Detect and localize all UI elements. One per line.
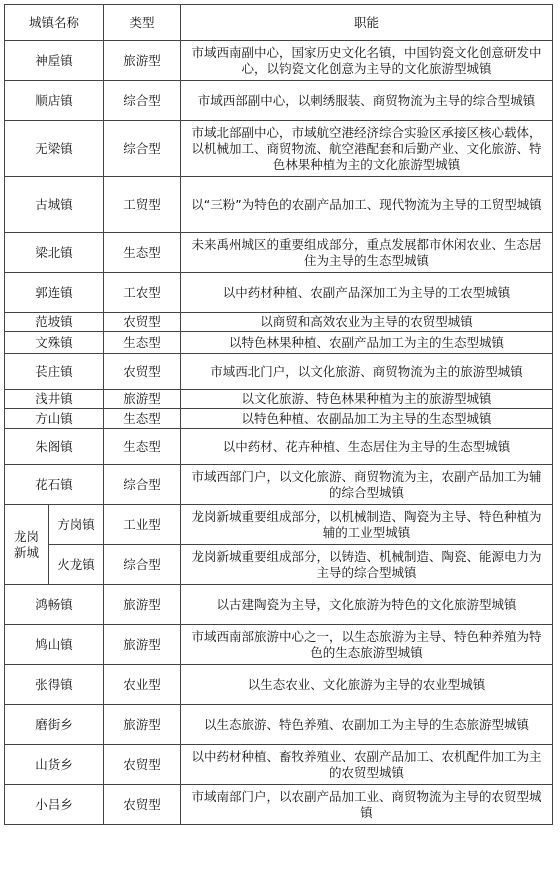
header-name: 城镇名称 <box>5 5 104 41</box>
town-name-cell: 顺店镇 <box>5 81 104 121</box>
town-function-cell: 市域西北门户，以文化旅游、商贸物流为主的旅游型城镇 <box>181 354 553 390</box>
town-type-cell: 农贸型 <box>104 313 181 332</box>
town-type-cell: 旅游型 <box>104 705 181 745</box>
town-function-cell: 市域西部副中心，以刺绣服装、商贸物流为主导的综合型城镇 <box>181 81 553 121</box>
table-row <box>5 665 553 705</box>
table-row <box>5 625 553 665</box>
town-function-cell: 市域西南部旅游中心之一，以生态旅游为主导、特色种养殖为特色的生态旅游型城镇 <box>181 625 553 665</box>
town-function-cell: 龙岗新城重要组成部分，以机械制造、陶瓷为主导、特色种植为辅的工业型城镇 <box>181 505 553 545</box>
town-name-cell: 郭连镇 <box>5 273 104 313</box>
town-function-cell: 以特色林果种植、农副产品加工为主的生态型城镇 <box>181 332 553 354</box>
town-type-cell: 综合型 <box>104 465 181 505</box>
town-name-cell: 范坡镇 <box>5 313 104 332</box>
town-type-cell: 农贸型 <box>104 354 181 390</box>
town-type-cell: 旅游型 <box>104 585 181 625</box>
town-name-cell: 朱阁镇 <box>5 429 104 465</box>
table-row <box>5 332 553 354</box>
town-function-cell: 市域北部副中心，市域航空港经济综合实验区承接区核心载体，以机械加工、商贸物流、航空港配套和后勤产业、文化旅游、特色林果种植为主的文化旅游型城镇 <box>181 121 553 177</box>
town-type-cell: 农业型 <box>104 665 181 705</box>
town-function-cell: 以“三粉”为特色的农副产品加工、现代物流为主导的工贸型城镇 <box>181 177 553 233</box>
town-function-cell: 以古建陶瓷为主导，文化旅游为特色的文化旅游型城镇 <box>181 585 553 625</box>
town-function-cell: 以文化旅游、特色林果种植为主的旅游型城镇 <box>181 390 553 409</box>
table-row <box>5 409 553 429</box>
town-function-cell: 以商贸和高效农业为主导的农贸型城镇 <box>181 313 553 332</box>
town-function-cell: 市域西南副中心，国家历史文化名镇，中国钧瓷文化创意研发中心，以钧瓷文化创意为主导的文化旅游型城镇 <box>181 41 553 81</box>
town-name-cell: 鸿畅镇 <box>5 585 104 625</box>
town-name-cell: 苌庄镇 <box>5 354 104 390</box>
town-type-cell: 综合型 <box>104 81 181 121</box>
table-row <box>5 81 553 121</box>
town-type-cell: 工农型 <box>104 273 181 313</box>
town-function-cell: 龙岗新城重要组成部分，以铸造、机械制造、陶瓷、能源电力为主导的综合型城镇 <box>181 545 553 585</box>
town-name-cell: 浅井镇 <box>5 390 104 409</box>
table-row <box>5 465 553 505</box>
town-name-cell: 无梁镇 <box>5 121 104 177</box>
town-name-cell: 山货乡 <box>5 745 104 785</box>
town-type-cell: 生态型 <box>104 332 181 354</box>
town-function-cell: 未来禹州城区的重要组成部分，重点发展都市休闲农业、生态居住为主导的生态型城镇 <box>181 233 553 273</box>
table-row <box>5 354 553 390</box>
town-type-cell: 生态型 <box>104 429 181 465</box>
table-row <box>5 390 553 409</box>
town-name-cell: 古城镇 <box>5 177 104 233</box>
town-name-cell: 鸠山镇 <box>5 625 104 665</box>
town-function-table <box>4 4 553 825</box>
town-function-cell: 以中药材、花卉种植、生态居住为主导的生态型城镇 <box>181 429 553 465</box>
town-type-cell: 工业型 <box>104 505 181 545</box>
town-type-cell: 农贸型 <box>104 785 181 825</box>
table-row <box>5 785 553 825</box>
table-row <box>5 41 553 81</box>
town-name-cell: 梁北镇 <box>5 233 104 273</box>
table-row <box>5 273 553 313</box>
town-type-cell: 生态型 <box>104 233 181 273</box>
town-function-cell: 市域西部门户，以文化旅游、商贸物流为主，农副产品加工为辅的综合型城镇 <box>181 465 553 505</box>
table-row <box>5 177 553 233</box>
group-name-cell: 龙岗新城 <box>5 505 49 585</box>
town-name-cell: 方岗镇 <box>49 505 104 545</box>
table-row <box>5 233 553 273</box>
header-function: 职能 <box>181 5 553 41</box>
town-name-cell: 磨街乡 <box>5 705 104 745</box>
town-type-cell: 综合型 <box>104 545 181 585</box>
town-name-cell: 花石镇 <box>5 465 104 505</box>
table-row <box>5 705 553 745</box>
town-function-cell: 以中药材种植、畜牧养殖业、农副产品加工、农机配件加工为主的农贸型城镇 <box>181 745 553 785</box>
town-type-cell: 工贸型 <box>104 177 181 233</box>
town-type-cell: 生态型 <box>104 409 181 429</box>
header-row <box>5 5 553 41</box>
town-name-cell: 文殊镇 <box>5 332 104 354</box>
table-row <box>5 429 553 465</box>
town-function-cell: 以生态旅游、特色养殖、农副加工为主导的生态旅游型城镇 <box>181 705 553 745</box>
town-name-cell: 方山镇 <box>5 409 104 429</box>
table-row <box>5 313 553 332</box>
town-name-cell: 神垕镇 <box>5 41 104 81</box>
town-type-cell: 农贸型 <box>104 745 181 785</box>
table-row <box>5 121 553 177</box>
table-row <box>5 585 553 625</box>
header-type: 类型 <box>104 5 181 41</box>
town-name-cell: 张得镇 <box>5 665 104 705</box>
town-function-cell: 市域南部门户，以农副产品加工业、商贸物流为主导的农贸型城镇 <box>181 785 553 825</box>
town-type-cell: 旅游型 <box>104 625 181 665</box>
town-function-cell: 以生态农业、文化旅游为主导的农业型城镇 <box>181 665 553 705</box>
table-row <box>5 745 553 785</box>
town-type-cell: 旅游型 <box>104 41 181 81</box>
table-row <box>5 505 553 545</box>
town-name-cell: 小吕乡 <box>5 785 104 825</box>
town-function-cell: 以中药材种植、农副产品深加工为主导的工农型城镇 <box>181 273 553 313</box>
town-type-cell: 旅游型 <box>104 390 181 409</box>
town-type-cell: 综合型 <box>104 121 181 177</box>
town-function-cell: 以特色种植、农副品加工为主导的生态型城镇 <box>181 409 553 429</box>
town-name-cell: 火龙镇 <box>49 545 104 585</box>
table-row <box>5 545 553 585</box>
